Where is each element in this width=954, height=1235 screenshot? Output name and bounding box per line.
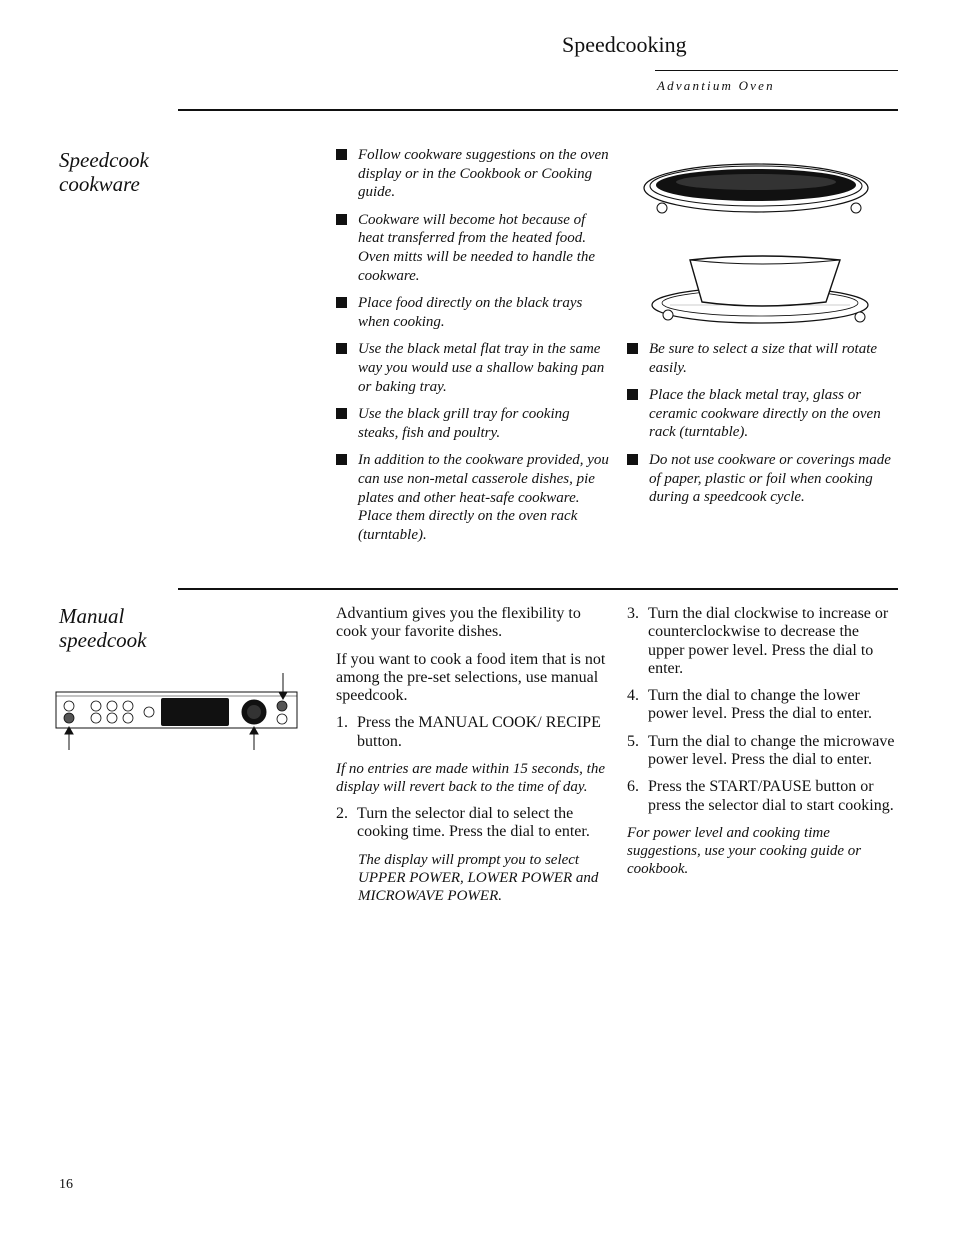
manual-column-left <box>336 605 608 914</box>
control-panel-illustration <box>54 670 304 752</box>
page-subtitle: Advantium Oven <box>657 78 775 93</box>
start-pause-button <box>277 714 287 724</box>
step-note: The display will prompt you to select UPPER POWER, LOWER POWER and MICROWAVE POWER. <box>358 851 599 904</box>
panel-display <box>161 698 229 726</box>
step-item: 6. Press the START/PAUSE button or press the selector dial to start cooking. <box>627 778 894 814</box>
list-item: Follow cookware suggestions on the oven display or in the Cookbook or Cooking guide. <box>336 146 611 202</box>
list-item: Place food directly on the black trays when cooking. <box>336 294 611 331</box>
tip-note: For power level and cooking time suggestions, use your cooking guide or cookbook. <box>627 824 862 877</box>
cookware-bullets-right <box>627 340 902 516</box>
section-divider-manual <box>178 588 898 590</box>
section-heading-line: Speedcook <box>59 148 149 172</box>
page-number: 16 <box>59 1177 73 1192</box>
step-item: 2. Turn the selector dial to select the cooking time. Press the dial to enter. <box>336 805 590 841</box>
bullet-square-icon <box>336 408 347 419</box>
manual-cook-button <box>277 701 287 711</box>
step-item: 1. Press the MANUAL COOK/ RECIPE button. <box>336 714 601 750</box>
step-item: 4. Turn the dial to change the lower power level. Press the dial to enter. <box>627 687 872 723</box>
list-item: Do not use cookware or coverings made of paper, plastic or foil when cooking during a speedcook cycle. <box>627 451 902 507</box>
cookware-bullets-left <box>336 146 611 553</box>
section-heading-manual <box>59 604 146 652</box>
manual-column-right <box>627 605 895 887</box>
bullet-square-icon <box>627 343 638 354</box>
bullet-square-icon <box>336 214 347 225</box>
list-item: Be sure to select a size that will rotate easily. <box>627 340 902 377</box>
bullet-square-icon <box>336 343 347 354</box>
list-item: Use the black grill tray for cooking steaks, fish and poultry. <box>336 405 611 442</box>
header-rule <box>655 70 898 71</box>
section-heading-line: speedcook <box>59 628 147 652</box>
bullet-square-icon <box>627 454 638 465</box>
step-item: 3. Turn the dial clockwise to increase or counterclockwise to decrease the upper power level. Press the dial to enter. <box>627 605 889 677</box>
intro-paragraph: If you want to cook a food item that is not among the pre-set selections, use manual speedcook. <box>336 650 606 705</box>
flat-tray-drawing <box>644 164 868 213</box>
bullet-square-icon <box>336 454 347 465</box>
section-heading-line: cookware <box>59 172 140 196</box>
step-note: If no entries are made within 15 seconds, the display will revert back to the time of day. <box>336 761 605 796</box>
bullet-square-icon <box>627 389 638 400</box>
selector-dial <box>242 700 266 724</box>
bullet-square-icon <box>336 149 347 160</box>
step-item: 5. Turn the dial to change the microwave power level. Press the dial to enter. <box>627 732 895 769</box>
intro-paragraph: Advantium gives you the flexibility to cook your favorite dishes. <box>336 605 581 641</box>
section-divider-cookware <box>178 109 898 111</box>
cookware-illustration <box>640 160 880 330</box>
list-item: Place the black metal tray, glass or ceramic cookware directly on the oven rack (turntable). <box>627 386 902 442</box>
list-item: In addition to the cookware provided, you can use non-metal casserole dishes, pie plates and other heat-safe cookware. Place them directly on the oven rack (turntable). <box>336 451 611 544</box>
casserole-on-rack-drawing <box>652 256 868 323</box>
section-heading-cookware <box>59 148 149 196</box>
list-item: Use the black metal flat tray in the same way you would use a shallow baking pan or baking tray. <box>336 340 611 396</box>
bullet-square-icon <box>336 297 347 308</box>
list-item: Cookware will become hot because of heat transferred from the heated food. Oven mitts will be needed to handle the cookware. <box>336 211 611 285</box>
section-heading-line: Manual <box>59 604 125 628</box>
page-title: Speedcooking <box>562 32 687 57</box>
